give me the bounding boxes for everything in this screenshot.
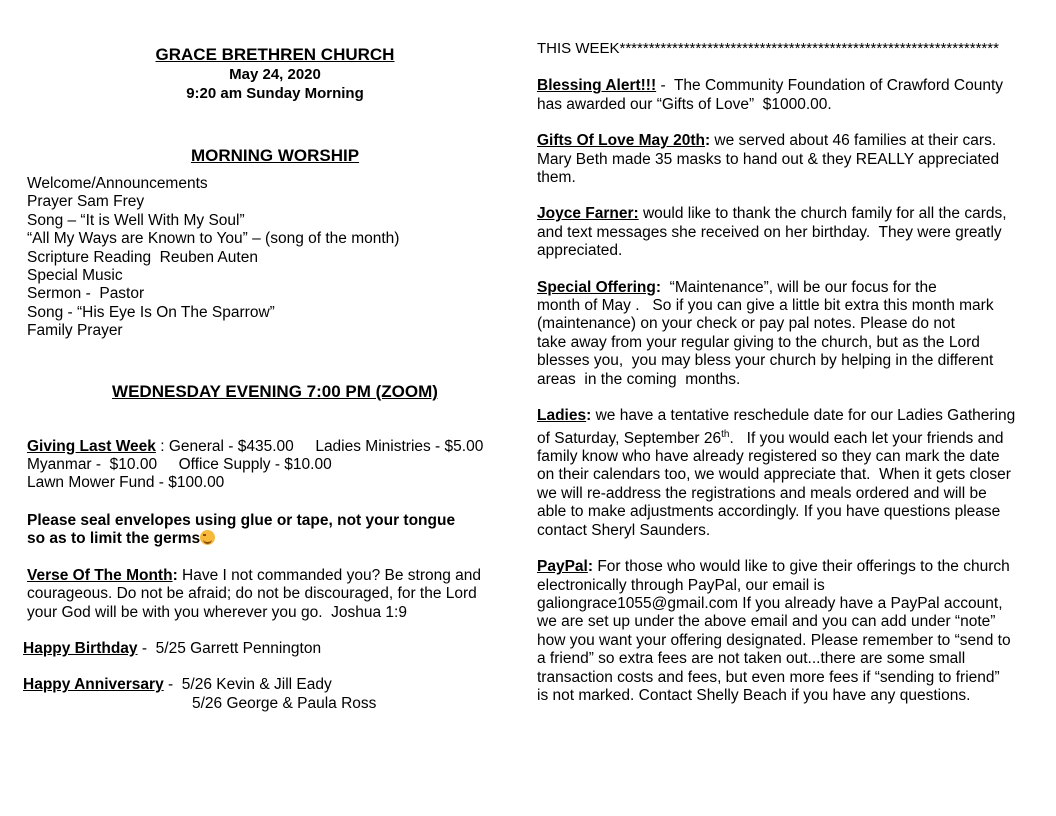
special-offering — [537, 279, 1037, 389]
happy-birthday — [23, 640, 507, 658]
ladies-gathering — [537, 407, 1037, 540]
ladies-line-3: family know who have already registered so they can mark the date — [537, 448, 1000, 466]
paypal-info — [537, 558, 1037, 705]
blessing-label: Blessing Alert!!! — [537, 77, 657, 95]
list-item: Family Prayer — [27, 322, 123, 340]
joyce-line-3: appreciated. — [537, 242, 623, 260]
ladies-text: we have a tentative reschedule date for our Ladies Gathering — [591, 407, 1016, 425]
list-item: Welcome/Announcements — [27, 175, 208, 192]
seal-line-1: Please seal envelopes using glue or tape, not your tongue — [27, 511, 456, 529]
joyce-line-2: and text messages she received on her birthday. They were greatly — [537, 223, 1002, 241]
paypal-line-2: electronically through PayPal, our email is — [537, 576, 825, 594]
list-item: “All My Ways are Known to You” – (song of the month) — [27, 230, 400, 248]
paypal-line-7: transaction costs and fees, but even more fees if “sending to friend” — [537, 668, 1000, 686]
gifts-text: we served about 46 families at their cars. — [710, 132, 997, 150]
offering-line-5: blesses you, you may bless your church by helping in the different — [537, 352, 994, 370]
smiling-face-icon — [200, 530, 215, 545]
verse-of-the-month — [27, 567, 507, 622]
gifts-label: Gifts Of Love May 20th — [537, 132, 705, 150]
birthday-label: Happy Birthday — [23, 639, 138, 657]
offering-label: Special Offering — [537, 278, 656, 296]
ladies-label: Ladies — [537, 407, 587, 425]
blessing-text: - The Community Foundation of Crawford County — [656, 77, 1004, 95]
giving-last-week — [27, 438, 507, 493]
joyce-label: Joyce Farner: — [537, 205, 639, 223]
ladies-line-6: able to make adjustments accordingly. If you have questions please — [537, 503, 1001, 521]
seal-line-2: so as to limit the germs — [27, 530, 201, 548]
paypal-line-8: is not marked. Contact Shelly Beach if you have any questions. — [537, 686, 971, 704]
offering-colon: : — [655, 278, 662, 296]
church-name: GRACE BRETHREN CHURCH — [155, 45, 395, 64]
list-item: Scripture Reading Reuben Auten — [27, 248, 258, 266]
paypal-line-4: we are set up under the above email and you can add under “note” — [537, 613, 996, 631]
list-item: Sermon - Pastor — [27, 285, 145, 303]
offering-text: “Maintenance”, will be our focus for the — [661, 278, 937, 296]
ladies-line-5: we will re-address the registrations and meals ordered and will be — [537, 484, 987, 502]
anniversary-label: Happy Anniversary — [23, 676, 164, 694]
paypal-text: For those who would like to give their offerings to the church — [593, 558, 1010, 576]
offering-line-2: month of May . So if you can give a little bit extra this month mark — [537, 297, 994, 315]
ladies-date-suffix: th — [721, 428, 730, 440]
left-column — [23, 44, 507, 713]
this-week-heading: THIS WEEK***************************************************************** — [537, 40, 999, 57]
verse-line-3: your God will be with you wherever you go. Joshua 1:9 — [27, 603, 407, 621]
right-column — [537, 40, 1037, 705]
seal-envelopes-notice — [27, 512, 507, 549]
ladies-line-4: on their calendars too, we would appreciate that. When it gets closer — [537, 466, 1011, 484]
list-item: Special Music — [27, 267, 123, 285]
anniversary-text-2: 5/26 George & Paula Ross — [192, 694, 377, 712]
verse-colon: : — [172, 566, 178, 584]
giving-label: Giving Last Week — [27, 437, 156, 455]
wednesday-title: WEDNESDAY EVENING 7:00 PM (ZOOM) — [112, 381, 438, 401]
list-item: Prayer Sam Frey — [27, 193, 145, 211]
paypal-line-5: how you want your offering designated. Please remember to “send to — [537, 631, 1011, 649]
list-item: Song - “His Eye Is On The Sparrow” — [27, 303, 275, 321]
blessing-line-2: has awarded our “Gifts of Love” $1000.00. — [537, 95, 832, 113]
giving-line-3: Lawn Mower Fund - $100.00 — [27, 474, 225, 492]
worship-order-list — [27, 175, 507, 341]
offering-line-4: take away from your regular giving to the church, but as the Lord — [537, 333, 980, 351]
joyce-text: would like to thank the church family for all the cards, — [638, 205, 1007, 223]
gifts-of-love — [537, 132, 1037, 187]
verse-line-2: courageous. Do not be afraid; do not be discouraged, for the Lord — [27, 585, 477, 603]
paypal-email: galiongrace1055@gmail.com If you already have a PayPal account, — [537, 594, 1003, 612]
giving-text: : General - $435.00 Ladies Ministries - $5.00 — [155, 437, 484, 455]
list-item: Song – “It is Well With My Soul” — [27, 211, 245, 229]
gifts-line-2: Mary Beth made 35 masks to hand out & they REALLY appreciated — [537, 150, 1000, 168]
offering-line-6: areas in the coming months. — [537, 370, 741, 388]
anniversary-text-1: - 5/26 Kevin & Jill Eady — [163, 676, 332, 694]
paypal-line-6: a friend” so extra fees are not taken out...there are some small — [537, 650, 966, 668]
ladies-line-2a: of Saturday, September 26 — [537, 429, 722, 447]
paypal-colon: : — [587, 558, 594, 576]
joyce-farner — [537, 205, 1037, 260]
service-time: 9:20 am Sunday Morning — [186, 85, 364, 102]
gifts-line-3: them. — [537, 169, 576, 187]
birthday-text: - 5/25 Garrett Pennington — [137, 639, 322, 657]
ladies-line-7: contact Sheryl Saunders. — [537, 521, 711, 539]
ladies-line-2b: . If you would each let your friends and — [729, 429, 1004, 447]
verse-text: Have I not commanded you? Be strong and — [177, 566, 482, 584]
bulletin-header — [27, 44, 523, 103]
blessing-alert — [537, 77, 1037, 114]
happy-anniversary — [23, 676, 507, 713]
paypal-label: PayPal — [537, 558, 588, 576]
giving-line-2: Myanmar - $10.00 Office Supply - $10.00 — [27, 456, 332, 474]
offering-line-3: (maintenance) on your check or pay pal notes. Please do not — [537, 315, 955, 333]
ladies-colon: : — [586, 407, 592, 425]
gifts-colon: : — [704, 132, 711, 150]
bulletin-date: May 24, 2020 — [229, 66, 321, 83]
morning-worship-title: MORNING WORSHIP — [190, 146, 360, 165]
verse-label: Verse Of The Month — [27, 566, 173, 584]
